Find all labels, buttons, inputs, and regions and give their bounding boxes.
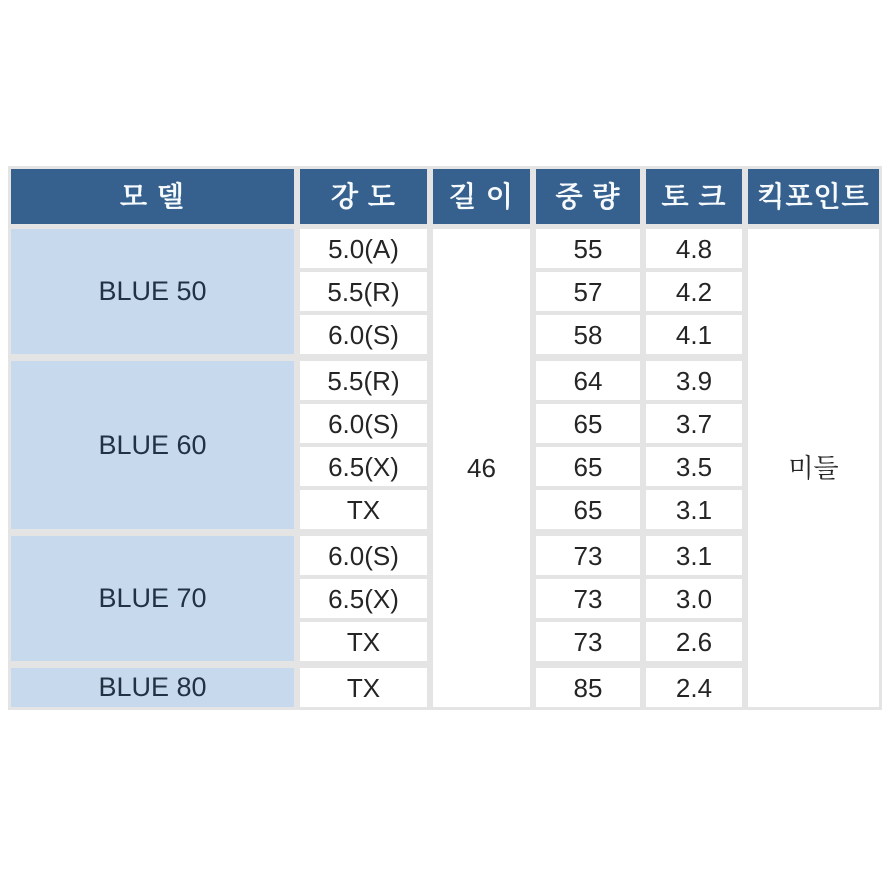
strength-cell: 5.0(A) (300, 229, 427, 268)
torque-cell: 4.8 (646, 229, 742, 268)
weight-cell: 73 (536, 622, 640, 661)
weight-cell: 65 (536, 447, 640, 486)
torque-cell: 3.0 (646, 579, 742, 618)
weight-cell: 55 (536, 229, 640, 268)
header-kickpoint: 킥포인트 (748, 169, 879, 224)
weight-cell: 85 (536, 668, 640, 707)
strength-cell: 6.5(X) (300, 447, 427, 486)
strength-cell: TX (300, 490, 427, 529)
weight-cell: 58 (536, 315, 640, 354)
model-cell-blue-50: BLUE 50 (11, 229, 294, 354)
torque-cell: 3.1 (646, 490, 742, 529)
torque-cell: 2.6 (646, 622, 742, 661)
torque-cell: 4.2 (646, 272, 742, 311)
strength-cell: 5.5(R) (300, 272, 427, 311)
weight-cell: 64 (536, 361, 640, 400)
weight-cell: 73 (536, 579, 640, 618)
model-cell-blue-70: BLUE 70 (11, 536, 294, 661)
strength-cell: 6.0(S) (300, 404, 427, 443)
model-cell-blue-60: BLUE 60 (11, 361, 294, 529)
strength-cell: TX (300, 668, 427, 707)
header-model: 모 델 (11, 169, 294, 224)
weight-cell: 73 (536, 536, 640, 575)
length-cell: 46 (433, 229, 530, 707)
header-length: 길 이 (433, 169, 530, 224)
header-torque: 토 크 (646, 169, 742, 224)
strength-cell: 6.0(S) (300, 315, 427, 354)
strength-cell: 6.0(S) (300, 536, 427, 575)
weight-cell: 65 (536, 490, 640, 529)
torque-cell: 4.1 (646, 315, 742, 354)
strength-cell: 5.5(R) (300, 361, 427, 400)
torque-cell: 3.1 (646, 536, 742, 575)
weight-cell: 57 (536, 272, 640, 311)
shaft-spec-table (8, 166, 882, 710)
model-cell-blue-80: BLUE 80 (11, 668, 294, 707)
torque-cell: 3.5 (646, 447, 742, 486)
torque-cell: 3.7 (646, 404, 742, 443)
kickpoint-cell: 미들 (748, 229, 879, 707)
torque-cell: 3.9 (646, 361, 742, 400)
strength-cell: TX (300, 622, 427, 661)
header-strength: 강 도 (300, 169, 427, 224)
strength-cell: 6.5(X) (300, 579, 427, 618)
header-weight: 중 량 (536, 169, 640, 224)
weight-cell: 65 (536, 404, 640, 443)
torque-cell: 2.4 (646, 668, 742, 707)
